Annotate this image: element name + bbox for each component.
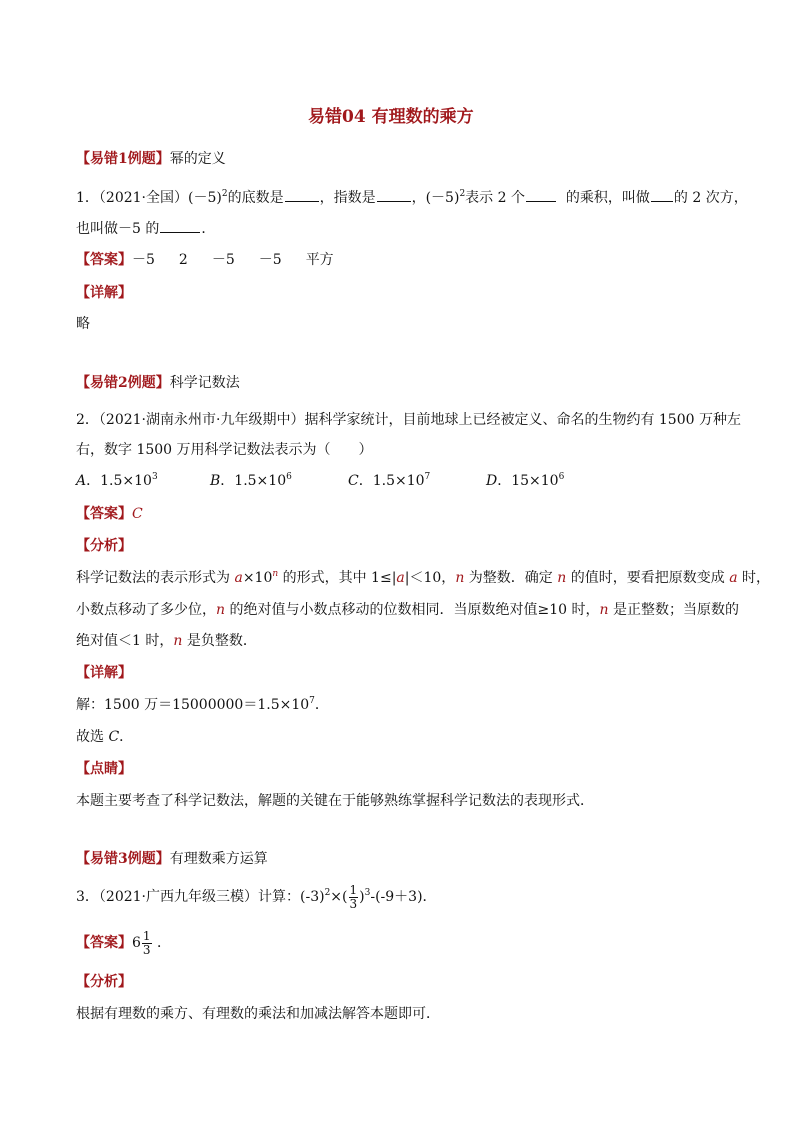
fraction-denominator: 3 bbox=[142, 942, 151, 957]
detail-line-2 bbox=[76, 728, 133, 746]
option-text: ．1.5×10 bbox=[358, 473, 425, 489]
answer-value: C bbox=[132, 506, 143, 522]
question-3-exponent: 3 bbox=[364, 888, 371, 898]
detail-exponent: 7 bbox=[309, 696, 315, 706]
answer-fraction bbox=[142, 930, 152, 957]
comment-text: 本题主要考查了科学记数法，解题的关键在于能够熟练掌握科学记数法的表现形式． bbox=[76, 793, 594, 809]
analysis-text: 时， bbox=[737, 570, 770, 586]
question-2-number: 2． bbox=[76, 412, 99, 428]
fraction-one-third bbox=[349, 884, 359, 911]
fraction-numerator: 1 bbox=[349, 882, 358, 897]
question-2-text: （2021·湖南永州市·九年级期中）据科学家统计，目前地球上已经被定义、命名的生物约有 1500 万种左 bbox=[98, 412, 741, 428]
answer-value: 平方 bbox=[305, 252, 334, 268]
question-1-line-1 bbox=[76, 188, 748, 207]
answer-end: ． bbox=[157, 935, 172, 951]
answer-label: 【答案】 bbox=[76, 935, 132, 951]
q1-exponent: 2 bbox=[221, 189, 228, 199]
section-1-header bbox=[76, 150, 226, 168]
section-2-heading: 【易错2例题】 bbox=[76, 375, 170, 391]
question-3-number: 3． bbox=[76, 889, 99, 905]
section-2-topic: 科学记数法 bbox=[169, 375, 240, 391]
answer-blank bbox=[651, 188, 673, 202]
detail-choice: C bbox=[108, 729, 120, 745]
option-exponent: 6 bbox=[286, 472, 292, 482]
option-exponent: 3 bbox=[151, 472, 158, 482]
q1-text: ． bbox=[201, 221, 216, 237]
analysis-text: 的形式，其中 1≤| bbox=[278, 570, 397, 586]
analysis-text: 根据有理数的乘方、有理数的乘法和加减法解答本题即可． bbox=[76, 1006, 440, 1022]
analysis-line-2 bbox=[76, 601, 739, 619]
option-letter: B bbox=[210, 473, 221, 489]
option-letter: D bbox=[486, 473, 498, 489]
answer-value: 2 bbox=[178, 252, 188, 268]
option-exponent: 6 bbox=[558, 472, 565, 482]
analysis-text: 小数点移动了多少位， bbox=[76, 602, 216, 618]
answer-2 bbox=[76, 505, 143, 523]
section-3-header bbox=[76, 850, 268, 868]
comment-label: 【点睛】 bbox=[76, 761, 132, 777]
analysis-label: 【分析】 bbox=[76, 538, 132, 554]
page-title: 易错04 有理数的乘方 bbox=[308, 107, 474, 127]
answer-3 bbox=[76, 928, 171, 958]
question-1-line-2 bbox=[76, 219, 215, 238]
var-n: n bbox=[216, 602, 226, 618]
q1-text: 的底数是 bbox=[227, 190, 284, 206]
detail-text: ． bbox=[119, 729, 134, 745]
answer-label: 【答案】 bbox=[76, 252, 132, 268]
analysis-label: 【分析】 bbox=[76, 974, 132, 990]
question-3-text: （2021·广西九年级三模）计算：(-3) bbox=[98, 889, 325, 905]
detail-line-1 bbox=[76, 696, 329, 714]
analysis-text: |＜10， bbox=[404, 570, 456, 586]
question-3 bbox=[76, 882, 437, 912]
option-text: ．15×10 bbox=[497, 473, 559, 489]
var-n: n bbox=[599, 602, 609, 618]
section-3-heading: 【易错3例题】 bbox=[76, 851, 170, 867]
q1-text: 的 2 次方， bbox=[673, 190, 748, 206]
fraction-numerator: 1 bbox=[142, 928, 151, 943]
answer-whole: 6 bbox=[132, 935, 141, 951]
answer-blank bbox=[526, 188, 556, 202]
option-a bbox=[76, 472, 158, 490]
option-letter: A bbox=[76, 473, 87, 489]
question-1-source: （2021·全国） bbox=[98, 190, 189, 206]
q1-text: 也叫做－5 的 bbox=[76, 221, 160, 237]
var-n: n bbox=[173, 633, 183, 649]
q1-text: ，(－5) bbox=[411, 190, 460, 206]
question-3-text: -(-9＋3)． bbox=[370, 889, 437, 905]
fraction-denominator: 3 bbox=[349, 896, 358, 911]
option-text: ．1.5×10 bbox=[220, 473, 287, 489]
detail-text: 解：1500 万＝15000000＝1.5×10 bbox=[76, 697, 310, 713]
answer-blank bbox=[160, 219, 200, 233]
answer-value: －5 bbox=[132, 252, 155, 268]
section-1-heading: 【易错1例题】 bbox=[76, 151, 170, 167]
detail-label: 【详解】 bbox=[76, 665, 132, 681]
option-letter: C bbox=[348, 473, 359, 489]
q1-text: 表示 2 个 bbox=[465, 190, 525, 206]
question-3-exponent: 2 bbox=[324, 888, 331, 898]
analysis-line-3 bbox=[76, 632, 257, 650]
analysis-text: ×10 bbox=[242, 570, 273, 586]
analysis-line-1 bbox=[76, 569, 770, 587]
answer-label: 【答案】 bbox=[76, 506, 132, 522]
question-2-line-2: 右，数字 1500 万用科学记数法表示为（ ） bbox=[76, 442, 373, 458]
analysis-text: 的绝对值与小数点移动的位数相同．当原数绝对值≥10 时， bbox=[225, 602, 600, 618]
analysis-text: 绝对值＜1 时， bbox=[76, 633, 174, 649]
answer-1 bbox=[76, 251, 334, 269]
answer-value: －5 bbox=[258, 252, 282, 268]
answer-blank bbox=[377, 188, 411, 202]
answer-blank bbox=[285, 188, 319, 202]
q1-text: (－5) bbox=[188, 190, 222, 206]
option-text: ．1.5×10 bbox=[86, 473, 152, 489]
analysis-text: 是负整数． bbox=[182, 633, 257, 649]
option-c bbox=[348, 472, 430, 490]
analysis-text: 为整数．确定 bbox=[464, 570, 558, 586]
question-2-line-1 bbox=[76, 411, 741, 429]
analysis-text: 是正整数；当原数的 bbox=[608, 602, 739, 618]
section-1-topic: 幂的定义 bbox=[169, 151, 226, 167]
question-3-text: ×( bbox=[330, 889, 348, 905]
q1-text: ，指数是 bbox=[319, 190, 376, 206]
analysis-text: 科学记数法的表示形式为 bbox=[76, 570, 235, 586]
answer-value: －5 bbox=[211, 252, 235, 268]
detail-label: 【详解】 bbox=[76, 285, 132, 301]
question-1-number: 1． bbox=[76, 190, 99, 206]
analysis-text: 的值时，要看把原数变成 bbox=[566, 570, 730, 586]
var-n: n bbox=[557, 570, 567, 586]
var-a: a bbox=[396, 570, 405, 586]
var-n: n bbox=[272, 569, 279, 579]
var-a: a bbox=[729, 570, 738, 586]
option-b bbox=[210, 472, 292, 490]
detail-text: 故选 bbox=[76, 729, 109, 745]
option-d bbox=[486, 472, 564, 490]
detail-text: ． bbox=[314, 697, 329, 713]
q1-text: 的乘积，叫做 bbox=[565, 190, 650, 206]
section-3-topic: 有理数乘方运算 bbox=[169, 851, 268, 867]
question-3-text: ) bbox=[359, 889, 365, 905]
var-n: n bbox=[455, 570, 465, 586]
section-2-header bbox=[76, 374, 240, 392]
var-a: a bbox=[234, 570, 243, 586]
detail-text: 略 bbox=[76, 316, 90, 332]
q1-exponent: 2 bbox=[459, 189, 466, 199]
option-exponent: 7 bbox=[424, 472, 431, 482]
